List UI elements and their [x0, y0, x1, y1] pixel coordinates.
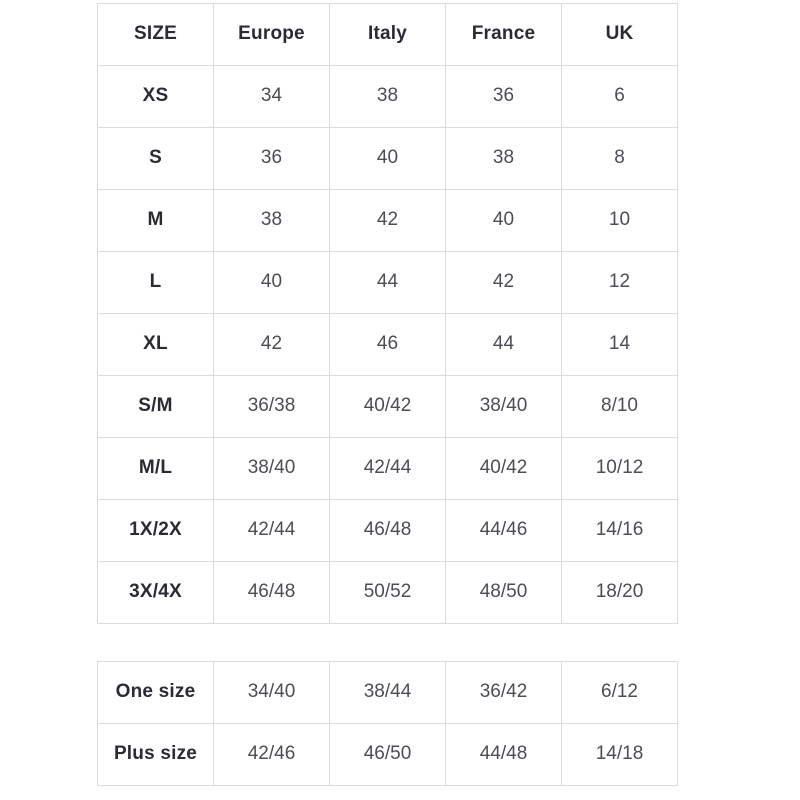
special-table-body	[98, 662, 678, 786]
size-label: XS	[98, 66, 214, 128]
size-value: 36/42	[446, 662, 562, 724]
col-header-uk: UK	[562, 4, 678, 66]
size-label: M	[98, 190, 214, 252]
size-value: 42/44	[330, 438, 446, 500]
size-value: 46/48	[214, 562, 330, 624]
size-value: 40/42	[330, 376, 446, 438]
size-value: 14/16	[562, 500, 678, 562]
size-value: 38/40	[446, 376, 562, 438]
size-value: 50/52	[330, 562, 446, 624]
size-value: 6	[562, 66, 678, 128]
size-value: 38/40	[214, 438, 330, 500]
size-label: Plus size	[98, 724, 214, 786]
table-row	[98, 500, 678, 562]
size-value: 42/46	[214, 724, 330, 786]
size-value: 46	[330, 314, 446, 376]
special-sizes-table	[97, 661, 678, 786]
col-header-europe: Europe	[214, 4, 330, 66]
size-value: 42	[330, 190, 446, 252]
size-label: XL	[98, 314, 214, 376]
size-value: 10	[562, 190, 678, 252]
tables-container	[97, 0, 678, 786]
table-row	[98, 376, 678, 438]
size-value: 8/10	[562, 376, 678, 438]
size-value: 40/42	[446, 438, 562, 500]
size-label: 3X/4X	[98, 562, 214, 624]
table-row	[98, 128, 678, 190]
size-value: 10/12	[562, 438, 678, 500]
size-value: 8	[562, 128, 678, 190]
main-table-body	[98, 66, 678, 624]
table-row	[98, 438, 678, 500]
size-label: M/L	[98, 438, 214, 500]
size-value: 38	[446, 128, 562, 190]
table-row	[98, 562, 678, 624]
size-value: 38	[214, 190, 330, 252]
size-value: 14	[562, 314, 678, 376]
size-label: L	[98, 252, 214, 314]
table-row	[98, 190, 678, 252]
size-value: 44/48	[446, 724, 562, 786]
size-value: 36	[214, 128, 330, 190]
size-value: 34/40	[214, 662, 330, 724]
size-value: 12	[562, 252, 678, 314]
table-row	[98, 252, 678, 314]
size-value: 14/18	[562, 724, 678, 786]
size-value: 44/46	[446, 500, 562, 562]
size-value: 46/50	[330, 724, 446, 786]
size-value: 44	[330, 252, 446, 314]
col-header-france: France	[446, 4, 562, 66]
size-value: 38/44	[330, 662, 446, 724]
size-value: 40	[446, 190, 562, 252]
size-value: 44	[446, 314, 562, 376]
size-value: 42/44	[214, 500, 330, 562]
size-value: 42	[214, 314, 330, 376]
size-conversion-table	[97, 3, 678, 624]
size-value: 36/38	[214, 376, 330, 438]
size-label: 1X/2X	[98, 500, 214, 562]
size-value: 36	[446, 66, 562, 128]
size-value: 38	[330, 66, 446, 128]
size-value: 6/12	[562, 662, 678, 724]
size-value: 18/20	[562, 562, 678, 624]
table-row	[98, 724, 678, 786]
size-value: 34	[214, 66, 330, 128]
size-label: One size	[98, 662, 214, 724]
col-header-size: SIZE	[98, 4, 214, 66]
table-row	[98, 66, 678, 128]
size-value: 42	[446, 252, 562, 314]
size-label: S	[98, 128, 214, 190]
col-header-italy: Italy	[330, 4, 446, 66]
size-value: 46/48	[330, 500, 446, 562]
size-value: 40	[214, 252, 330, 314]
size-value: 48/50	[446, 562, 562, 624]
size-label: S/M	[98, 376, 214, 438]
table-row	[98, 314, 678, 376]
header-row	[98, 4, 678, 66]
size-value: 40	[330, 128, 446, 190]
table-row	[98, 662, 678, 724]
